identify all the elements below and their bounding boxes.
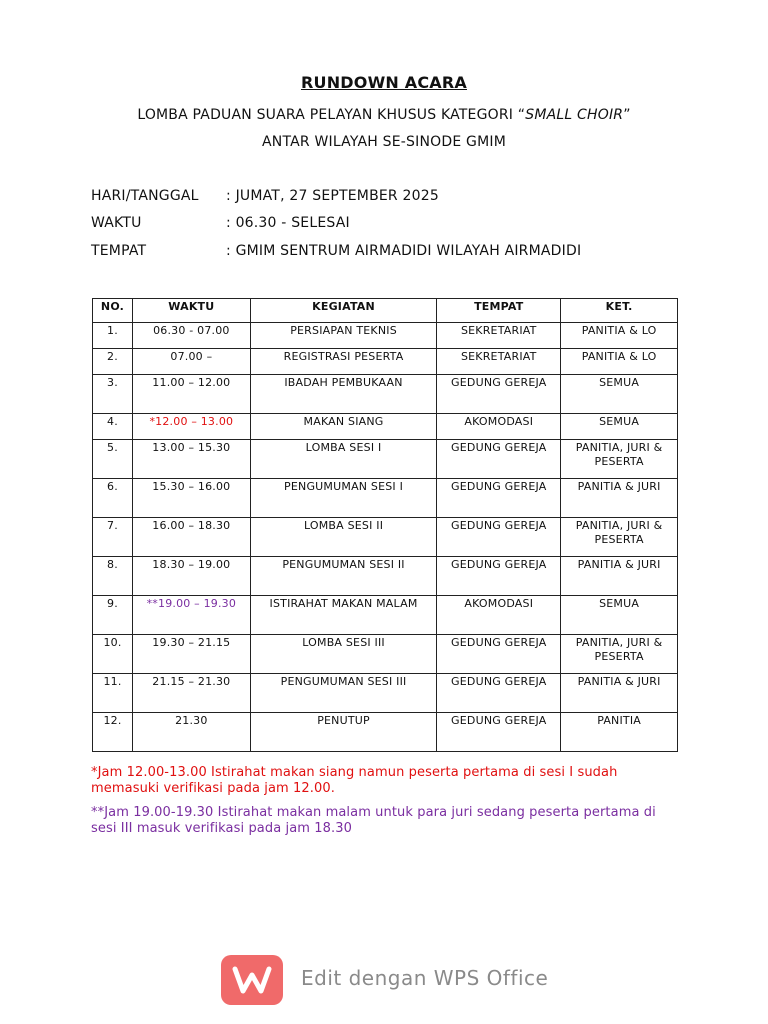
cell-tempat: SEKRETARIAT: [437, 349, 561, 375]
cell-no: 10.: [93, 635, 133, 674]
cell-kegiatan: LOMBA SESI II: [250, 518, 437, 557]
cell-ket: PANITIA, JURI & PESERTA: [561, 635, 678, 674]
header-no: NO.: [93, 299, 133, 323]
footnote-dinner: **Jam 19.00-19.30 Istirahat makan malam untuk para juri sedang peserta pertama di sesi III masuk verifikasi pada jam 18.30: [91, 805, 656, 836]
cell-waktu: 18.30 – 19.00: [132, 557, 250, 596]
header-kegiatan: KEGIATAN: [250, 299, 437, 323]
info-value: : GMIM SENTRUM AIRMADIDI WILAYAH AIRMADIDI: [226, 243, 582, 259]
table-header-row: [93, 299, 678, 323]
cell-kegiatan: PERSIAPAN TEKNIS: [250, 323, 437, 349]
table-row: [93, 557, 678, 596]
cell-waktu: **19.00 – 19.30: [132, 596, 250, 635]
cell-waktu: 21.30: [132, 713, 250, 752]
cell-waktu: 07.00 –: [132, 349, 250, 375]
cell-ket: PANITIA: [561, 713, 678, 752]
cell-waktu: 21.15 – 21.30: [132, 674, 250, 713]
cell-kegiatan: MAKAN SIANG: [250, 414, 437, 440]
cell-tempat: AKOMODASI: [437, 596, 561, 635]
cell-ket: PANITIA & LO: [561, 323, 678, 349]
cell-waktu: 06.30 - 07.00: [132, 323, 250, 349]
footnote-lunch: *Jam 12.00-13.00 Istirahat makan siang namun peserta pertama di sesi I sudah memasuki verifikasi pada jam 12.00.: [91, 765, 618, 796]
cell-ket: PANITIA & JURI: [561, 674, 678, 713]
wps-office-logo-icon[interactable]: [221, 955, 283, 1005]
cell-no: 11.: [93, 674, 133, 713]
cell-kegiatan: LOMBA SESI III: [250, 635, 437, 674]
subtitle-line-1: [0, 107, 768, 123]
subtitle-text: LOMBA PADUAN SUARA PELAYAN KHUSUS KATEGORI “: [137, 107, 526, 123]
header-ket: KET.: [561, 299, 678, 323]
cell-ket: PANITIA & LO: [561, 349, 678, 375]
cell-tempat: GEDUNG GEREJA: [437, 518, 561, 557]
cell-tempat: GEDUNG GEREJA: [437, 713, 561, 752]
header-tempat: TEMPAT: [437, 299, 561, 323]
cell-ket: SEMUA: [561, 414, 678, 440]
cell-no: 8.: [93, 557, 133, 596]
info-label: TEMPAT: [91, 243, 147, 259]
cell-waktu: 19.30 – 21.15: [132, 635, 250, 674]
cell-ket: PANITIA, JURI & PESERTA: [561, 518, 678, 557]
info-label: WAKTU: [91, 215, 142, 231]
cell-no: 5.: [93, 440, 133, 479]
table-row: [93, 479, 678, 518]
info-value: : 06.30 - SELESAI: [226, 215, 350, 231]
cell-tempat: GEDUNG GEREJA: [437, 479, 561, 518]
table-row: [93, 323, 678, 349]
cell-tempat: GEDUNG GEREJA: [437, 440, 561, 479]
cell-tempat: GEDUNG GEREJA: [437, 557, 561, 596]
cell-kegiatan: LOMBA SESI I: [250, 440, 437, 479]
cell-tempat: AKOMODASI: [437, 414, 561, 440]
wps-edit-link[interactable]: Edit dengan WPS Office: [301, 966, 549, 990]
subtitle-line-2: ANTAR WILAYAH SE-SINODE GMIM: [262, 134, 506, 150]
subtitle-quote: ”: [623, 107, 631, 123]
table-row: [93, 414, 678, 440]
table-row: [93, 713, 678, 752]
cell-kegiatan: PENGUMUMAN SESI III: [250, 674, 437, 713]
cell-no: 3.: [93, 375, 133, 414]
page-title: RUNDOWN ACARA: [300, 73, 467, 92]
cell-kegiatan: ISTIRAHAT MAKAN MALAM: [250, 596, 437, 635]
wps-logo-glyph: [221, 955, 283, 1005]
header-waktu: WAKTU: [132, 299, 250, 323]
rundown-table: [92, 298, 678, 752]
table-row: [93, 440, 678, 479]
table-row: [93, 635, 678, 674]
cell-waktu: 15.30 – 16.00: [132, 479, 250, 518]
info-label: HARI/TANGGAL: [91, 188, 199, 204]
cell-kegiatan: PENGUMUMAN SESI I: [250, 479, 437, 518]
cell-tempat: GEDUNG GEREJA: [437, 674, 561, 713]
cell-no: 7.: [93, 518, 133, 557]
cell-tempat: GEDUNG GEREJA: [437, 635, 561, 674]
table-row: [93, 349, 678, 375]
cell-ket: PANITIA & JURI: [561, 479, 678, 518]
subtitle-emphasis: SMALL CHOIR: [525, 107, 624, 123]
table-row: [93, 596, 678, 635]
cell-ket: SEMUA: [561, 596, 678, 635]
cell-no: 9.: [93, 596, 133, 635]
cell-waktu: 13.00 – 15.30: [132, 440, 250, 479]
cell-kegiatan: PENGUMUMAN SESI II: [250, 557, 437, 596]
cell-no: 6.: [93, 479, 133, 518]
cell-kegiatan: PENUTUP: [250, 713, 437, 752]
cell-kegiatan: IBADAH PEMBUKAAN: [250, 375, 437, 414]
cell-ket: PANITIA & JURI: [561, 557, 678, 596]
cell-tempat: SEKRETARIAT: [437, 323, 561, 349]
cell-kegiatan: REGISTRASI PESERTA: [250, 349, 437, 375]
table-row: [93, 674, 678, 713]
cell-ket: PANITIA, JURI & PESERTA: [561, 440, 678, 479]
cell-no: 1.: [93, 323, 133, 349]
cell-no: 12.: [93, 713, 133, 752]
cell-tempat: GEDUNG GEREJA: [437, 375, 561, 414]
cell-ket: SEMUA: [561, 375, 678, 414]
info-place: [91, 243, 581, 259]
cell-no: 2.: [93, 349, 133, 375]
info-date: [91, 188, 439, 204]
cell-waktu: 11.00 – 12.00: [132, 375, 250, 414]
cell-no: 4.: [93, 414, 133, 440]
info-time: [91, 215, 350, 231]
table-row: [93, 375, 678, 414]
info-value: : JUMAT, 27 SEPTEMBER 2025: [226, 188, 439, 204]
cell-waktu: *12.00 – 13.00: [132, 414, 250, 440]
table-row: [93, 518, 678, 557]
cell-waktu: 16.00 – 18.30: [132, 518, 250, 557]
